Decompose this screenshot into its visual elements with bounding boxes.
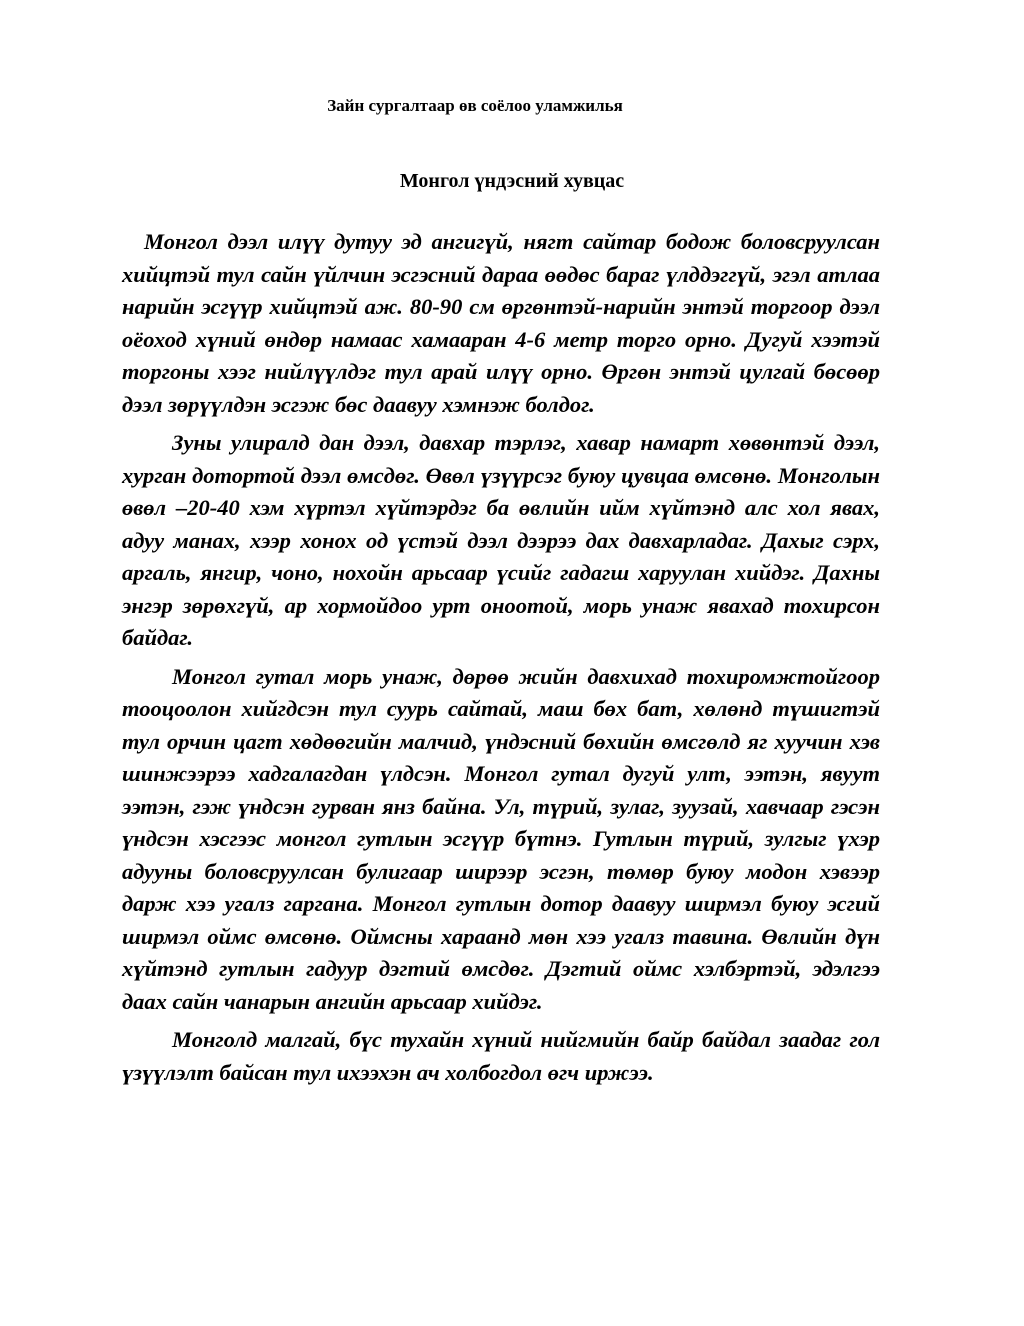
paragraph-deel: Монгол дээл илүү дутуу эд ангигүй, нягт сайтар бодож боловсруулсан хийцтэй тул сайн үйлчин эсгэсний дараа өөдөс бараг үлддэггүй, эгэл атлаа нарийн эсгүүр хийцтэй аж. 80-90 см өргөнтэй-нарийн энтэй торгоор дээл оёоход хүний өндөр намаас хамааран 4-6 метр торго орно. Дугуй хээтэй торгоны хээг нийлүүлдэг тул арай илүү орно. Өргөн энтэй цулгай бөсөөр дээл зөрүүлдэн эсгэж бөс даавуу хэмнэж болдог. xyxy=(122,229,880,417)
paragraph-boots: Монгол гутал морь унаж, дөрөө жийн давхихад тохиромжтойгоор тооцоолон хийгдсэн тул суурь сайтай, маш бөх бат, хөлөнд түшигтэй тул орчин цагт хөдөөгийн малчид, үндэсний бөхийн өмсгөлд яг хуучин хэв шинжээрээ хадгалагдан үлдсэн. Монгол гутал дугуй улт, ээтэн, явуут ээтэн, гэж үндсэн гурван янз байна. Ул, түрий, зулаг, зуузай, хавчаар гэсэн үндсэн хэсгээс монгол гутлын эсгүүр бүтнэ. Гутлын түрий, зулгыг үхэр адууны боловсруулсан булигаар ширээр эсгэн, төмөр буюу модон хэвээр дарж хээ угалз гаргана. Монгол гутлын дотор даавуу ширмэл буюу эсгий ширмэл оймс өмсөнө. Оймсны хараанд мөн хээ угалз тавина. Өвлийн дүн хүйтэнд гутлын гадуур дэгтий өмсдөг. Дэгтий оймс хэлбэртэй, эдэлгээ даах сайн чанарын ангийн арьсаар хийдэг. xyxy=(122,663,880,1014)
document-header: Зайн сургалтаар өв соёлоо уламжилья xyxy=(327,96,623,115)
paragraph-seasonal-clothing: Зуны улиралд дан дээл, давхар тэрлэг, хавар намарт хөвөнтэй дээл, хурган дотортой дээл өмсдөг. Өвөл үзүүрсэг буюу цувцаа өмсөнө. Монголын өвөл –20-40 хэм хүртэл хүйтэрдэг ба өвлийн ийм хүйтэнд алс хол явах, адуу манах, хээр хонох од үстэй дээл дээрээ дах давхарладаг. Дахыг сэрх, аргаль, янгир, чоно, нохойн арьсаар үсийг гадагш харуулан хийдэг. Дахны энгэр зөрөхгүй, ар хормойдоо урт оноотой, морь унаж явахад тохирсон байдаг. xyxy=(122,430,880,650)
document-title: Монгол үндэсний хувцас xyxy=(399,170,625,192)
document-body xyxy=(122,226,880,1095)
paragraph-hat-belt: Монголд малгай, бүс тухайн хүний нийгмийн байр байдал заадаг гол үзүүлэлт байсан тул ихээхэн ач холбогдол өгч иржээ. xyxy=(122,1027,880,1085)
